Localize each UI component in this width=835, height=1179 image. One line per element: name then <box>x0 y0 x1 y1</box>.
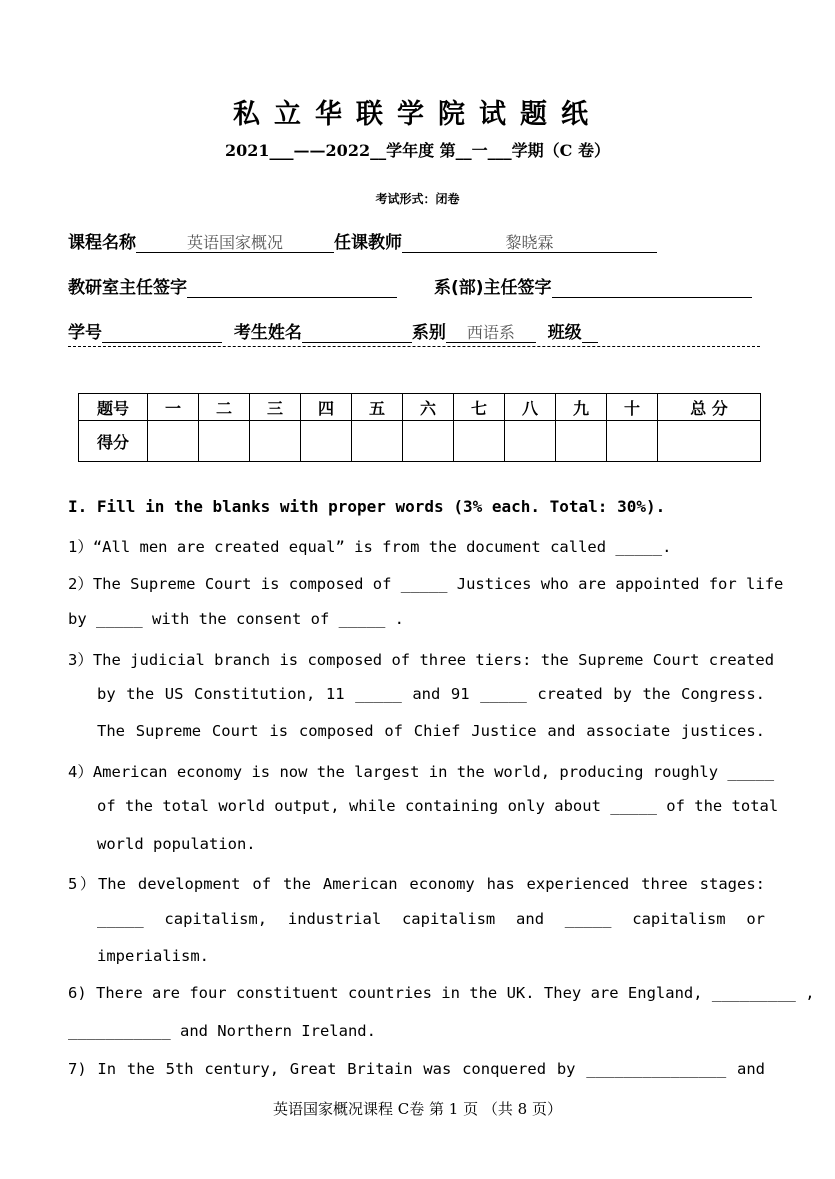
col-8: 八 <box>505 394 556 421</box>
question-line: The Supreme Court is composed of Chief Justice and associate justices. <box>97 722 765 740</box>
score-label: 得分 <box>79 421 148 462</box>
col-4: 四 <box>301 394 352 421</box>
col-5: 五 <box>352 394 403 421</box>
question-line: ___________ and Northern Ireland. <box>68 1022 376 1040</box>
question-line: 4）American economy is now the largest in the world, producing roughly _____ <box>68 763 775 781</box>
question-line: by _____ with the consent of _____ . <box>68 610 404 628</box>
teacher-value: 黎晓霖 <box>402 230 657 253</box>
question-line: 1）“All men are created equal” is from the document called _____. <box>68 538 672 556</box>
question-line: 2）The Supreme Court is composed of _____ Justices who are appointed for life <box>68 575 784 593</box>
col-6: 六 <box>403 394 454 421</box>
question-line: _____ capitalism, industrial capitalism and _____ capitalism or <box>97 910 765 928</box>
col-1: 一 <box>148 394 199 421</box>
score-cell[interactable] <box>301 421 352 462</box>
col-3: 三 <box>250 394 301 421</box>
col-2: 二 <box>199 394 250 421</box>
course-row <box>68 228 657 253</box>
office-sign-blank[interactable] <box>187 275 397 298</box>
score-cell[interactable] <box>250 421 301 462</box>
col-10: 十 <box>607 394 658 421</box>
total-score-cell[interactable] <box>658 421 761 462</box>
department-label: 系别 <box>411 323 446 343</box>
section-heading: I. Fill in the blanks with proper words (3% each. Total: 30%). <box>68 497 666 516</box>
question-number-label: 题号 <box>79 394 148 421</box>
signature-row <box>68 273 397 298</box>
office-sign-label: 教研室主任签字 <box>68 278 187 298</box>
department-value: 西语系 <box>446 320 536 343</box>
course-value: 英语国家概况 <box>136 230 334 253</box>
total-label: 总 分 <box>658 394 761 421</box>
academic-year-line: 2021___——2022__学年度 第__一___学期（C 卷） <box>225 141 610 160</box>
class-label: 班级 <box>547 323 582 343</box>
question-line: 3）The judicial branch is composed of three tiers: the Supreme Court created <box>68 651 775 669</box>
dept-sign-label: 系(部)主任签字 <box>434 278 552 298</box>
score-cell[interactable] <box>454 421 505 462</box>
col-9: 九 <box>556 394 607 421</box>
score-cell[interactable] <box>148 421 199 462</box>
col-7: 七 <box>454 394 505 421</box>
score-table-header-row <box>79 394 761 421</box>
student-id-label: 学号 <box>68 323 102 343</box>
score-cell[interactable] <box>352 421 403 462</box>
question-line: world population. <box>97 835 256 853</box>
score-table-score-row <box>79 421 761 462</box>
score-table <box>78 393 761 462</box>
page-title: 私立华联学院试题纸 <box>233 99 602 130</box>
student-name-label: 考生姓名 <box>233 323 302 343</box>
dept-sign-row <box>434 273 752 298</box>
score-cell[interactable] <box>199 421 250 462</box>
score-cell[interactable] <box>556 421 607 462</box>
score-cell[interactable] <box>607 421 658 462</box>
course-label: 课程名称 <box>68 233 136 253</box>
dept-sign-blank[interactable] <box>552 275 752 298</box>
question-line: of the total world output, while containing only about _____ of the total <box>97 797 779 815</box>
student-row <box>68 318 598 343</box>
cut-line <box>68 346 760 347</box>
question-line: imperialism. <box>97 947 209 965</box>
page-footer: 英语国家概况课程 C卷 第 1 页 （共 8 页） <box>273 1100 562 1118</box>
score-cell[interactable] <box>403 421 454 462</box>
student-name-blank[interactable] <box>302 320 412 343</box>
question-line: 6) There are four constituent countries in the UK. They are England, _________ , <box>68 984 815 1002</box>
teacher-label: 任课教师 <box>334 233 402 253</box>
question-line: 5）The development of the American economy has experienced three stages: <box>68 875 765 893</box>
exam-form: 考试形式：闭卷 <box>375 192 460 206</box>
score-cell[interactable] <box>505 421 556 462</box>
question-line: by the US Constitution, 11 _____ and 91 _____ created by the Congress. <box>97 685 765 703</box>
question-line: 7) In the 5th century, Great Britain was conquered by _______________ and <box>68 1060 765 1078</box>
class-blank[interactable] <box>582 320 598 343</box>
student-id-blank[interactable] <box>102 320 222 343</box>
